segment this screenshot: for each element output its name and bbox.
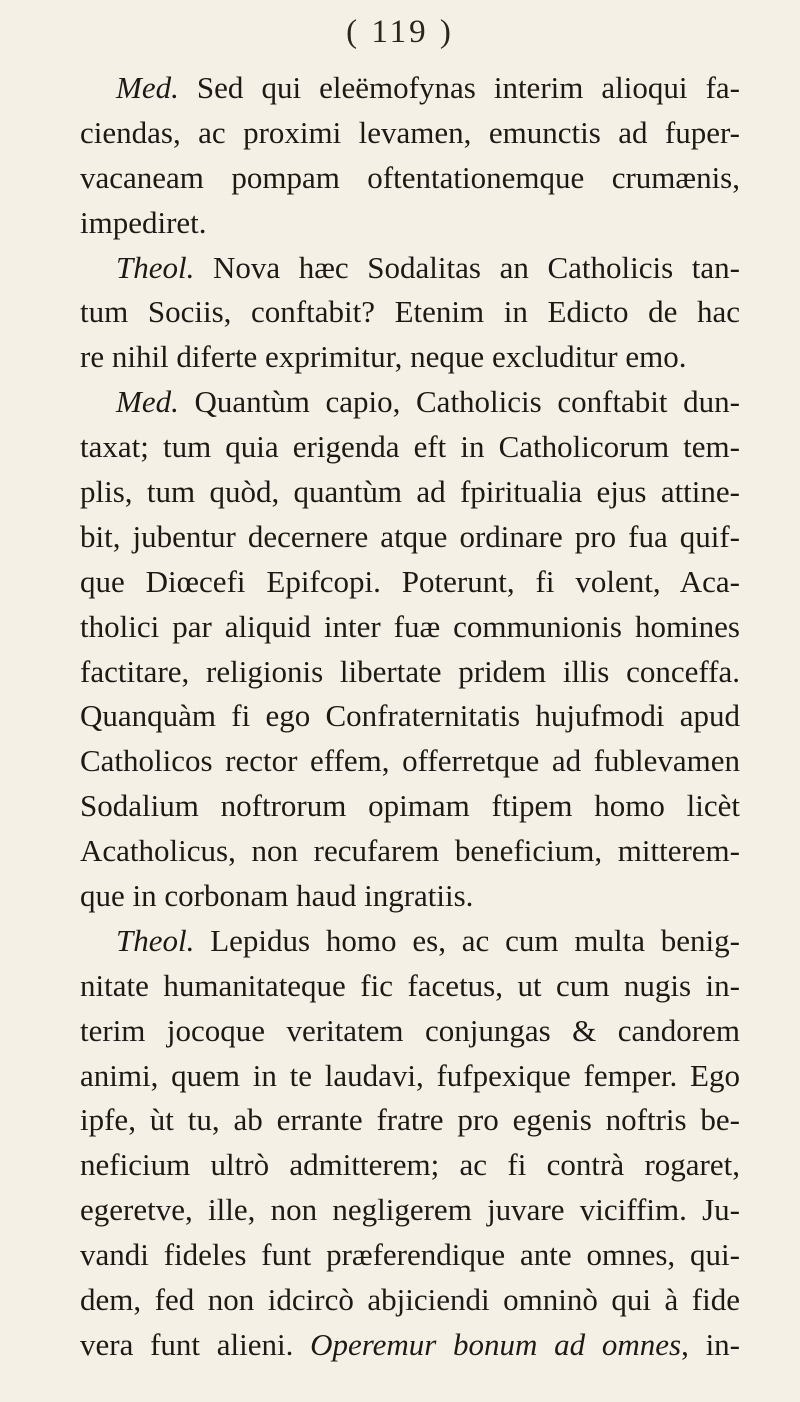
text-line: vacaneam pompam oftentationemque crumænis, (80, 159, 740, 195)
text-line: factitare, religionis libertate pridem illis conceffa. (80, 653, 740, 689)
text-line: tum Sociis, conftabit? Etenim in Edicto de hac (80, 294, 740, 330)
text-line: Acatholicus, non recufarem beneficium, mitterem- (80, 833, 740, 869)
text-line (80, 246, 740, 291)
line-text: Quantùm capio, Catholicis conftabit dun- (178, 384, 740, 420)
text-line: Catholicos rector effem, offerretque ad fublevamen (80, 743, 740, 779)
line-text: vera funt alieni. (80, 1326, 311, 1362)
text-line: bit, jubentur decernere atque ordinare pro fua quif- (80, 518, 740, 554)
text-line (80, 66, 740, 111)
text-line: Sodalium noftrorum opimam ftipem homo licèt (80, 788, 740, 824)
text-line: dem, fed non idcircò abjiciendi omninò qui à fide (80, 1282, 740, 1318)
text-line: Quanquàm fi ego Confraternitatis hujufmodi apud (80, 698, 740, 734)
text-line: impediret. (80, 204, 207, 240)
text-line: ciendas, ac proximi levamen, emunctis ad fuper- (80, 114, 740, 150)
text-line: vandi fideles funt præferendique ante omnes, qui- (80, 1237, 740, 1273)
line-text: Sed qui eleëmofynas interim alioqui fa- (178, 70, 740, 105)
text-line: ipfe, ùt tu, ab errante fratre pro egenis noftris be- (80, 1102, 740, 1138)
text-line: neficium ultrò admitterem; ac fi contrà rogaret, (80, 1147, 740, 1183)
speaker-label: Med. (116, 384, 179, 420)
text-line: plis, tum quòd, quantùm ad fpiritualia ejus attine- (80, 474, 740, 510)
line-tail: , in- (681, 1326, 741, 1362)
text-line: animi, quem in te laudavi, fufpexique femper. Ego (80, 1057, 740, 1093)
text-line: tholici par aliquid inter fuæ communionis homines (80, 608, 740, 644)
speaker-label: Theol. (116, 249, 195, 285)
italic-phrase: Operemur bonum ad omnes (310, 1326, 682, 1362)
text-line: re nihil diferte exprimitur, neque excluditur emo. (80, 339, 687, 375)
text-line: que Diœcefi Epifcopi. Poterunt, fi volent, Aca- (80, 563, 740, 599)
text-line (80, 919, 740, 964)
text-line: terim jocoque veritatem conjungas & candorem (80, 1012, 740, 1048)
text-line (80, 380, 740, 425)
line-text: Nova hæc Sodalitas an Catholicis tan- (194, 249, 740, 285)
body-text (80, 66, 740, 1368)
text-line: que in corbonam haud ingratiis. (80, 878, 474, 914)
speaker-label: Theol. (116, 922, 195, 958)
text-line (80, 1323, 740, 1368)
text-line: nitate humanitateque fic facetus, ut cum nugis in- (80, 967, 740, 1003)
speaker-label: Med. (116, 70, 179, 105)
line-text: Lepidus homo es, ac cum multa benig- (194, 922, 740, 958)
text-line: egeretve, ille, non negligerem juvare viciffim. Ju- (80, 1192, 740, 1228)
page-number: ( 119 ) (346, 14, 454, 50)
text-line: taxat; tum quia erigenda eft in Catholicorum tem- (80, 429, 740, 465)
